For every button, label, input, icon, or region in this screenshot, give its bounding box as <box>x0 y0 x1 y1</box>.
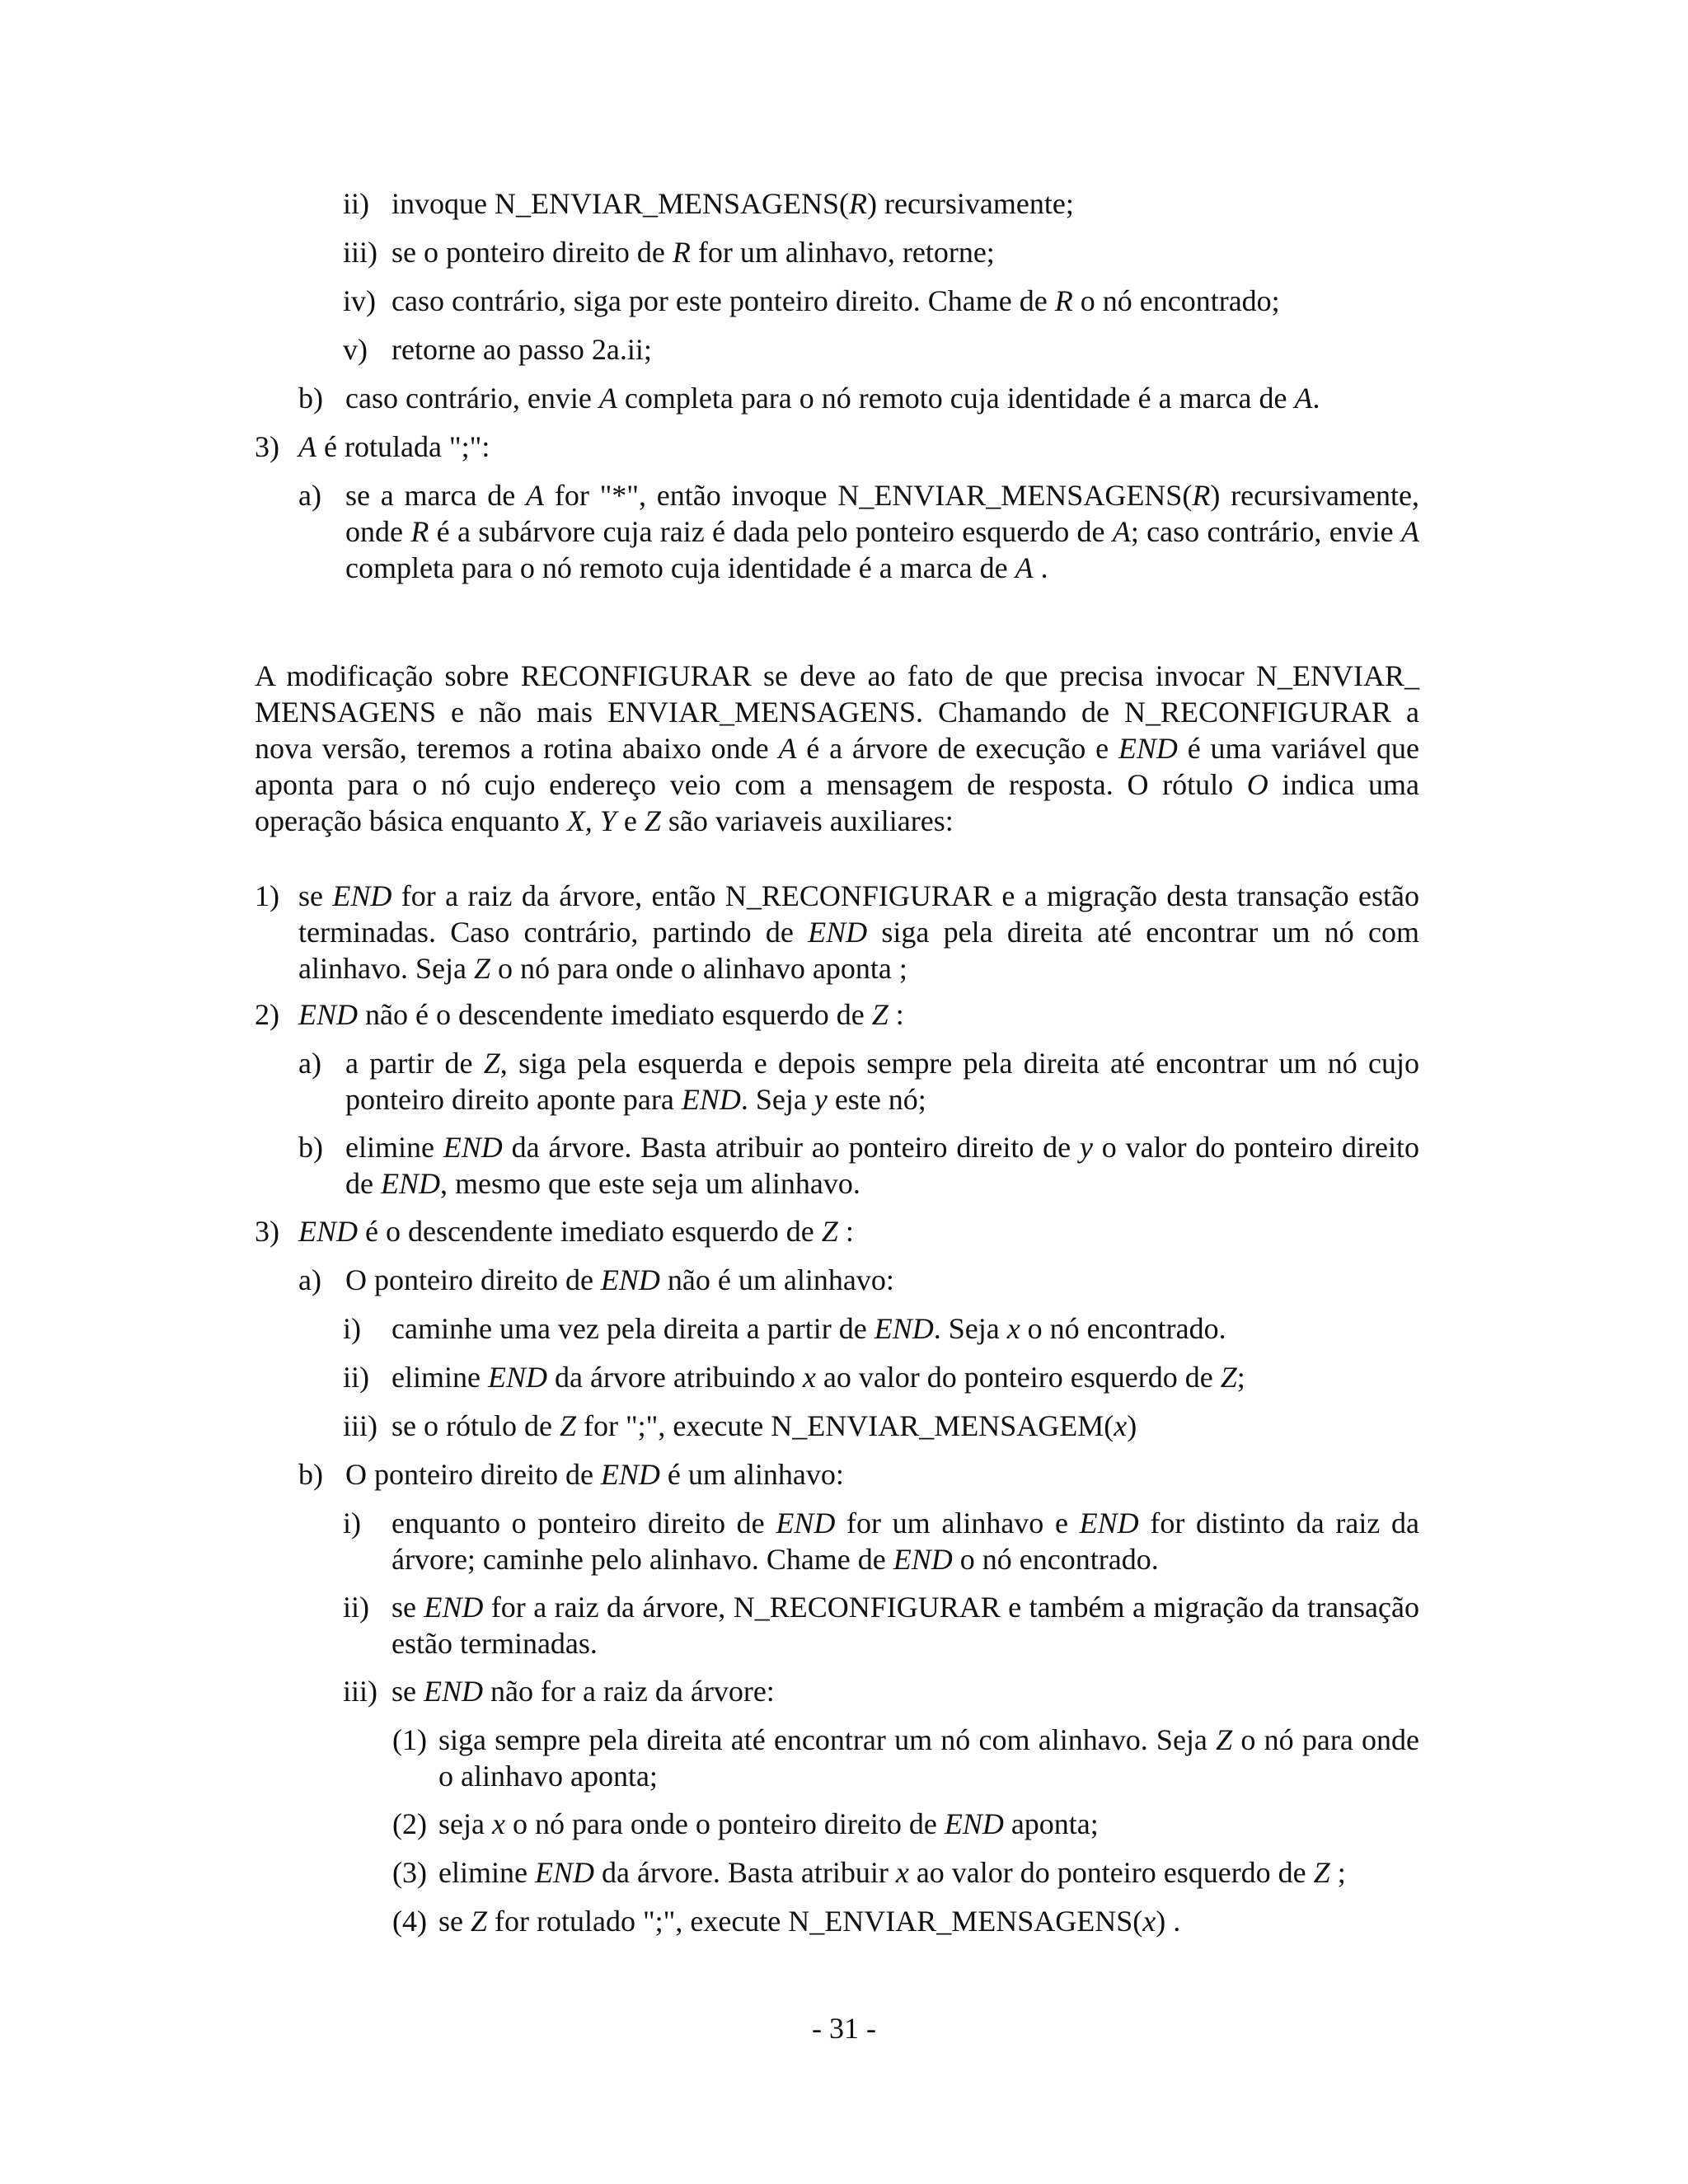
italic-term: Z <box>1220 1361 1237 1394</box>
list-text <box>392 1673 1419 1709</box>
list-item-3 <box>392 1854 1419 1891</box>
text-run: . Seja <box>933 1312 1007 1345</box>
text-run: se o rótulo de <box>392 1409 560 1442</box>
body-paragraph <box>255 658 1419 839</box>
italic-term: Z <box>471 1905 488 1938</box>
list-marker: v) <box>343 333 368 366</box>
text-run: se <box>392 1591 424 1624</box>
italic-term: END <box>332 879 392 912</box>
list-text <box>392 234 1419 270</box>
italic-term: A <box>1294 382 1313 415</box>
list-text <box>345 380 1419 416</box>
text-run: ; <box>1329 1856 1346 1889</box>
text-run: aponta; <box>1003 1807 1099 1840</box>
text-run: da árvore. Basta atribuir ao ponteiro direito de <box>502 1131 1080 1164</box>
italic-term: Z <box>483 1047 500 1080</box>
text-run: o valor do ponteiro direito de <box>345 1131 1419 1200</box>
italic-term: Z <box>1216 1723 1233 1756</box>
text-run: ) recursivamente; <box>866 187 1074 220</box>
italic-term: END <box>681 1083 741 1116</box>
list-marker: (3) <box>392 1856 427 1889</box>
list-text <box>438 1854 1419 1891</box>
text-run: , mesmo que este seja um alinhavo. <box>439 1167 860 1200</box>
list-item-iv <box>343 283 1419 319</box>
italic-term: END <box>600 1263 660 1296</box>
italic-term: END <box>600 1458 660 1491</box>
list-marker: ii) <box>343 1361 369 1394</box>
list-item-b <box>298 1456 1419 1493</box>
list-marker: a) <box>298 1047 321 1080</box>
italic-term: A <box>298 430 316 463</box>
list-text <box>438 1903 1419 1939</box>
text-run: é o descendente imediato esquerdo de <box>358 1215 822 1248</box>
text-run: o nó para onde o ponteiro direito de <box>504 1807 945 1840</box>
list-marker: iv) <box>343 284 376 317</box>
text-run: não for a raiz da árvore: <box>483 1675 775 1708</box>
text-run: O ponteiro direito de <box>345 1458 601 1491</box>
text-run: siga sempre pela direita até encontrar um nó com alinhavo. Seja <box>438 1723 1217 1756</box>
list-item-2 <box>255 996 1419 1033</box>
list-marker: 2) <box>255 998 279 1031</box>
list-item-3 <box>255 1213 1419 1249</box>
text-run: caso contrário, envie <box>345 382 599 415</box>
italic-term: A <box>1015 551 1034 584</box>
italic-term: END <box>874 1312 934 1345</box>
list-marker: 3) <box>255 1215 279 1248</box>
text-run: . <box>1033 551 1048 584</box>
italic-term: x <box>1114 1409 1128 1442</box>
list-marker: (2) <box>392 1807 427 1840</box>
italic-term: R <box>1054 284 1073 317</box>
list-item-1 <box>392 1722 1419 1794</box>
text-run: é um alinhavo: <box>659 1458 844 1491</box>
text-run: for "*", então invoque N_ENVIAR_MENSAGENS( <box>544 479 1193 512</box>
list-text <box>345 1262 1419 1298</box>
list-item-ii <box>343 1589 1419 1661</box>
list-text <box>392 1589 1419 1661</box>
italic-term: END <box>424 1675 483 1708</box>
list-item-a <box>298 1262 1419 1298</box>
italic-term: A <box>778 732 797 765</box>
text-run: caminhe uma vez pela direita a partir de <box>392 1312 874 1345</box>
italic-term: O <box>1246 768 1268 801</box>
list-text <box>298 429 1419 465</box>
text-run: for rotulado ";", execute N_ENVIAR_MENSAGENS( <box>487 1905 1143 1938</box>
italic-term: Z <box>821 1215 838 1248</box>
italic-term: R <box>848 187 867 220</box>
text-run: se <box>438 1905 471 1938</box>
list-marker: a) <box>298 479 321 512</box>
list-item-2 <box>392 1806 1419 1842</box>
text-run: é a árvore de execução e <box>796 732 1118 765</box>
list-item-ii <box>343 185 1419 222</box>
italic-term: Z <box>644 804 661 837</box>
text-run: ; <box>1236 1361 1245 1394</box>
text-run: for a raiz da árvore, então N_RECONFIGURAR e a migração desta transação estão terminadas. Caso contrário, partindo de <box>298 879 1419 949</box>
italic-term: A <box>1112 515 1131 548</box>
italic-term: y <box>814 1083 828 1116</box>
text-run: ) recursivamente, onde <box>345 479 1419 548</box>
text-run: siga pela direita até encontrar um nó com alinhavo. Seja <box>298 916 1419 985</box>
text-run: da árvore atribuindo <box>546 1361 803 1394</box>
text-run: for um alinhavo e <box>835 1507 1080 1540</box>
text-run: o nó para onde o alinhavo aponta; <box>438 1723 1419 1793</box>
list-text <box>392 185 1419 222</box>
list-marker: (1) <box>392 1723 427 1756</box>
text-run: , siga pela esquerda e depois sempre pela direita até encontrar um nó cujo ponteiro direito aponte para <box>345 1047 1420 1116</box>
list-item-a <box>298 477 1419 586</box>
text-run: invoque N_ENVIAR_MENSAGENS( <box>392 187 849 220</box>
italic-term: X, Y <box>566 804 617 837</box>
italic-term: END <box>443 1131 503 1164</box>
text-run: . <box>1312 382 1320 415</box>
italic-term: END <box>1118 732 1178 765</box>
text-run: ao valor do ponteiro esquerdo de <box>815 1361 1221 1394</box>
list-text <box>345 477 1419 586</box>
list-item-iii <box>343 234 1419 270</box>
text-run: se <box>298 879 333 912</box>
list-text <box>345 1045 1419 1118</box>
list-item-1 <box>255 878 1419 987</box>
list-marker: b) <box>298 382 323 415</box>
list-text <box>438 1722 1419 1794</box>
text-run: O ponteiro direito de <box>345 1263 601 1296</box>
list-item-b <box>298 1129 1419 1202</box>
italic-term: x <box>1006 1312 1020 1345</box>
list-text <box>298 1213 1419 1249</box>
list-text <box>392 331 1419 368</box>
text-run: não é o descendente imediato esquerdo de <box>358 998 872 1031</box>
text-run: o nó encontrado; <box>1072 284 1280 317</box>
text-run: ; caso contrário, envie <box>1130 515 1401 548</box>
list-item-v <box>343 331 1419 368</box>
text-run: for ";", execute N_ENVIAR_MENSAGEM( <box>576 1409 1114 1442</box>
italic-term: END <box>534 1856 594 1889</box>
text-run: é uma variável que aponta para o nó cujo endereço veio com a mensagem de resposta. O rótulo <box>255 732 1419 801</box>
list-text <box>392 1310 1419 1347</box>
list-item-3 <box>255 429 1419 465</box>
italic-term: R <box>672 236 691 269</box>
list-item-4 <box>392 1903 1419 1939</box>
text-run: da árvore. Basta atribuir <box>593 1856 896 1889</box>
italic-term: y <box>1079 1131 1093 1164</box>
text-run: . Seja <box>740 1083 814 1116</box>
list-text <box>392 283 1419 319</box>
list-item-b <box>298 380 1419 416</box>
italic-term: Z <box>559 1409 576 1442</box>
italic-term: A <box>526 479 545 512</box>
text-run: se <box>392 1675 424 1708</box>
text-run: a partir de <box>345 1047 484 1080</box>
list-marker: 1) <box>255 879 279 912</box>
text-run: este nó; <box>827 1083 926 1116</box>
text-run: ) <box>1127 1409 1137 1442</box>
text-run: for a raiz da árvore, N_RECONFIGURAR e também a migração da transação estão terminadas. <box>392 1591 1419 1660</box>
list-text <box>298 996 1419 1033</box>
list-marker: i) <box>343 1507 361 1540</box>
list-marker: 3) <box>255 430 279 463</box>
list-text <box>345 1129 1419 1202</box>
list-marker: b) <box>298 1131 323 1164</box>
list-marker: a) <box>298 1263 321 1296</box>
italic-term: END <box>776 1507 836 1540</box>
list-marker: iii) <box>343 236 377 269</box>
italic-term: END <box>944 1807 1004 1840</box>
text-run: o nó encontrado. <box>1020 1312 1226 1345</box>
text-run: seja <box>438 1807 492 1840</box>
text-run: completa para o nó remoto cuja identidade é a marca de <box>345 551 1015 584</box>
italic-term: END <box>298 998 358 1031</box>
list-marker: ii) <box>343 1591 369 1624</box>
text-run: : <box>888 998 904 1031</box>
text-run: é a subárvore cuja raiz é dada pelo ponteiro esquerdo de <box>429 515 1113 548</box>
list-item-ii <box>343 1359 1419 1395</box>
italic-term: Z <box>871 998 889 1031</box>
list-text <box>392 1505 1419 1577</box>
list-text <box>392 1359 1419 1395</box>
italic-term: END <box>808 916 868 949</box>
text-run: for distinto da raiz da árvore; caminhe pelo alinhavo. Chame de <box>392 1507 1419 1576</box>
italic-term: x <box>491 1807 505 1840</box>
list-marker: ii) <box>343 187 369 220</box>
italic-term: Z <box>473 952 490 985</box>
text-run: o nó para onde o alinhavo aponta ; <box>490 952 907 985</box>
list-text <box>298 878 1419 987</box>
italic-term: x <box>895 1856 909 1889</box>
text-run: se o ponteiro direito de <box>392 236 673 269</box>
text-run: : <box>837 1215 854 1248</box>
list-marker: iii) <box>343 1409 377 1442</box>
list-marker: i) <box>343 1312 361 1345</box>
text-run: caso contrário, siga por este ponteiro direito. Chame de <box>392 284 1055 317</box>
list-marker: (4) <box>392 1905 427 1938</box>
text-run: o nó encontrado. <box>952 1543 1159 1576</box>
text-run: não é um alinhavo: <box>659 1263 894 1296</box>
italic-term: A <box>1401 515 1419 548</box>
italic-term: END <box>380 1167 440 1200</box>
italic-term: END <box>893 1543 953 1576</box>
text-run: são variaveis auxiliares: <box>660 804 954 837</box>
list-text <box>438 1806 1419 1842</box>
list-item-a <box>298 1045 1419 1118</box>
list-item-iii <box>343 1408 1419 1444</box>
text-run: A modificação sobre RECONFIGURAR se deve ao fato de que precisa invocar N_ENVIAR_ MENSAGENS e não mais ENVIAR_MENSAGENS. Chamando de N_RECONFIGURAR a nova versão, teremos a rotina abaixo onde <box>255 659 1419 765</box>
text-run: indica uma operação básica enquanto <box>255 768 1419 837</box>
italic-term: Z <box>1313 1856 1330 1889</box>
italic-term: END <box>487 1361 547 1394</box>
italic-term: x <box>1142 1905 1156 1938</box>
text-run: completa para o nó remoto cuja identidade é a marca de <box>617 382 1295 415</box>
list-marker: iii) <box>343 1675 377 1708</box>
italic-term: R <box>410 515 429 548</box>
text-run: se a marca de <box>345 479 527 512</box>
list-item-i <box>343 1505 1419 1577</box>
text-run: ao valor do ponteiro esquerdo de <box>908 1856 1314 1889</box>
list-marker: b) <box>298 1458 323 1491</box>
list-item-iii <box>343 1673 1419 1709</box>
list-item-i <box>343 1310 1419 1347</box>
italic-term: END <box>298 1215 358 1248</box>
text-run: retorne ao passo 2a.ii; <box>392 333 652 366</box>
italic-term: A <box>598 382 617 415</box>
text-run: ) . <box>1156 1905 1181 1938</box>
text-run: e <box>616 804 645 837</box>
page-number: - 31 - <box>812 2012 876 2045</box>
text-run: enquanto o ponteiro direito de <box>392 1507 776 1540</box>
text-run: elimine <box>392 1361 488 1394</box>
italic-term: x <box>802 1361 816 1394</box>
italic-term: END <box>424 1591 484 1624</box>
text-run: elimine <box>438 1856 535 1889</box>
text-run: é rotulada ";": <box>316 430 490 463</box>
text-run: elimine <box>345 1131 443 1164</box>
italic-term: END <box>1079 1507 1139 1540</box>
list-text <box>392 1408 1419 1444</box>
text-run: for um alinhavo, retorne; <box>690 236 995 269</box>
italic-term: R <box>1192 479 1211 512</box>
list-text <box>345 1456 1419 1493</box>
